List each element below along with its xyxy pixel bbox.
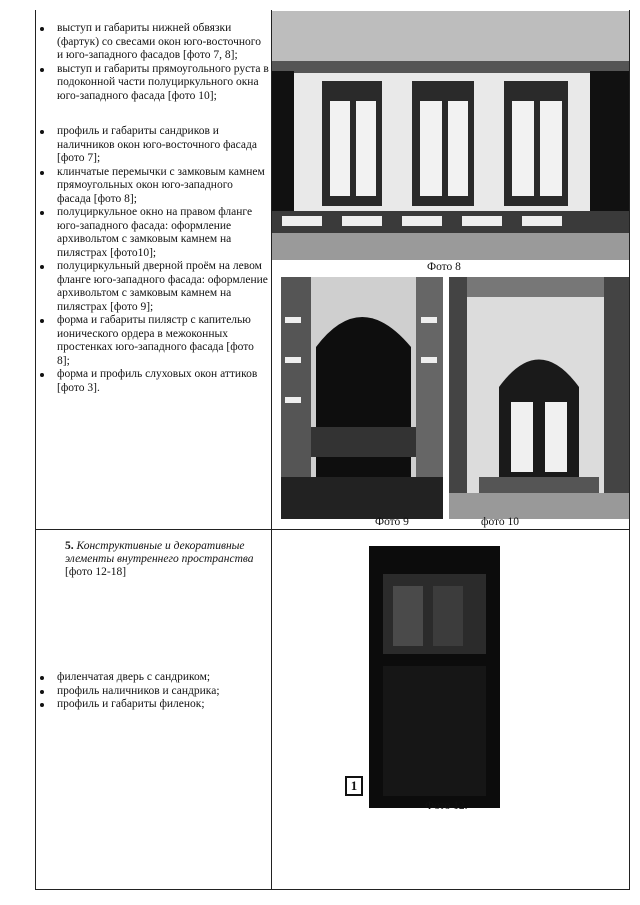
list-item: профиль и габариты сандриков и наличников окон юго-восточного фасада [фото 7]; (35, 125, 269, 166)
photo-8 (272, 11, 629, 260)
list-item: профиль наличников и сандрика; (35, 685, 269, 699)
photo-12 (369, 546, 500, 808)
list-item: форма и габариты пилястр с капителью ионического ордера в межоконных простенках юго-западного фасада [фото 8]; (35, 314, 269, 368)
bullet-icon (40, 211, 44, 215)
table-border-bottom (35, 889, 630, 890)
list-item: выступ и габариты нижней обвязки (фартук) со свесами окон юго-восточного и юго-западного фасадов [фото 7, 8]; (35, 22, 269, 63)
list-item: выступ и габариты прямоугольного руста в подоконной части полуциркульного окна юго-западного фасада [фото 10]; (35, 63, 269, 104)
photo-9 (281, 277, 443, 519)
section5-photo-ref: [фото 12-18] (65, 566, 127, 578)
photo-10-caption: фото 10 (481, 516, 520, 528)
list-item: форма и профиль слуховых окон аттиков [фото 3]. (35, 368, 269, 395)
bullet-icon (40, 319, 44, 323)
bullet-icon (40, 130, 44, 134)
table-border-right (629, 10, 630, 890)
row-divider (35, 529, 630, 530)
panelled-door-image (369, 546, 500, 808)
facade-windows-image (272, 11, 629, 260)
bullet-icon (40, 703, 44, 707)
photo-10 (449, 277, 629, 519)
section5-list (35, 671, 269, 712)
arched-doorway-image (281, 277, 443, 519)
photo-8-caption: Фото 8 (427, 261, 461, 273)
bullet-icon (40, 171, 44, 175)
list-item: профиль и габариты филенок; (35, 698, 269, 712)
bullet-icon (40, 676, 44, 680)
section4-list-cell (35, 22, 269, 395)
list-item: полуциркульный дверной проём на левом фланге юго-западного фасада: оформление архивольтом с замковым камнем на пилястрах [фото 9]; (35, 260, 269, 314)
arched-window-image (449, 277, 629, 519)
list-item: филенчатая дверь с сандриком; (35, 671, 269, 685)
section5-list-cell (35, 671, 269, 712)
heritage-table (35, 10, 630, 890)
bullet-icon (40, 27, 44, 31)
bullet-icon (40, 68, 44, 72)
photo-marker: 1 (345, 776, 363, 796)
list-item: клинчатые перемычки с замковым камнем прямоугольных окон юго-западного фасада [фото 8]; (35, 166, 269, 207)
section5-heading: 5. Конструктивные и декоративные элементы внутреннего пространства [фото 12-18] (65, 540, 265, 579)
section4-list (35, 22, 269, 395)
photo-12-caption: Фото 12. (425, 800, 468, 812)
bullet-icon (40, 373, 44, 377)
bullet-icon (40, 690, 44, 694)
list-item: полуциркульное окно на правом фланге юго-западного фасада: оформление архивольтом с замковым камнем на пилястрах [фото10]; (35, 206, 269, 260)
bullet-icon (40, 265, 44, 269)
photo-9-caption: Фото 9 (375, 516, 409, 528)
